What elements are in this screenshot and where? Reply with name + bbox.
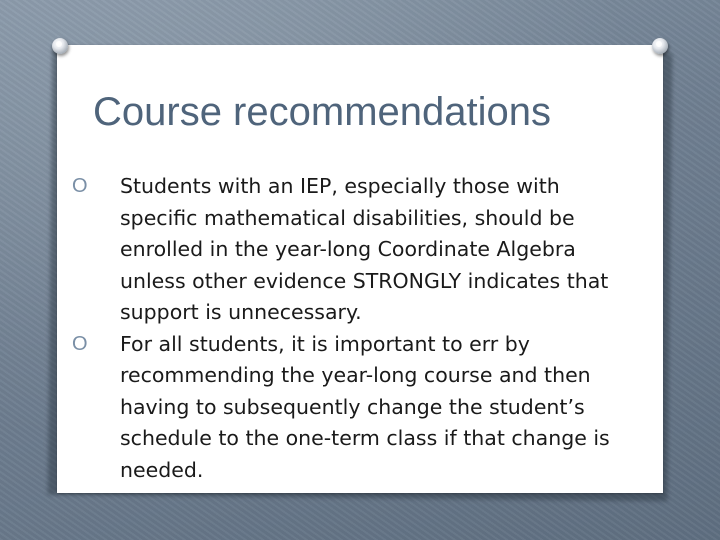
bullet-text: Students with an IEP, especially those with specific mathematical disabilities, should be enrolled in the year-long Coordinate Algebra unless other evidence STRONGLY indicates that support is unnecessary. <box>120 174 609 324</box>
bullet-item <box>72 329 632 487</box>
bullet-item <box>72 171 632 329</box>
slide-title: Course recommendations <box>93 90 551 134</box>
bullet-text: For all students, it is important to err by recommending the year-long course and then having to subsequently change the student’s schedule to the one-term class if that change is needed. <box>120 331 610 482</box>
bullet-list <box>72 171 632 486</box>
bullet-marker-icon: O <box>72 332 88 355</box>
pushpin-icon <box>652 38 668 54</box>
bullet-marker-icon: O <box>72 175 88 197</box>
pushpin-icon <box>52 38 68 54</box>
